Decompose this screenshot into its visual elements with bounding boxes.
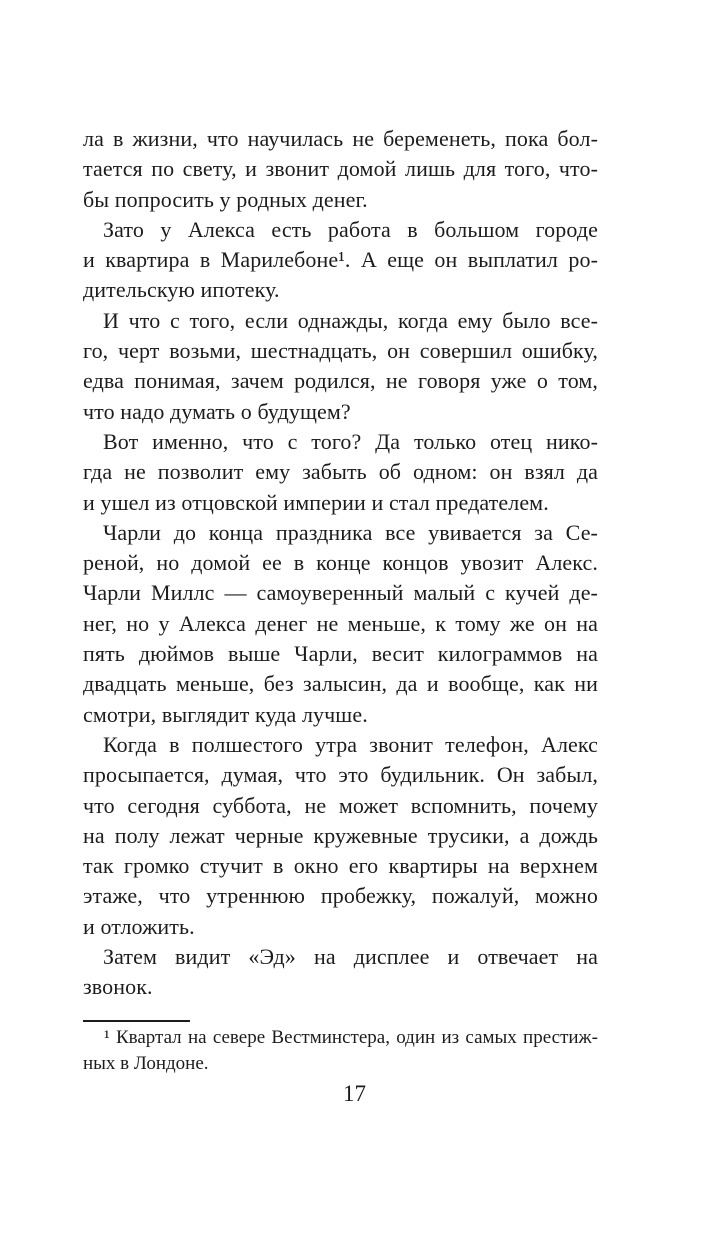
paragraph <box>83 427 598 518</box>
text-line: ла в жизни, что научилась не беременеть, пока бол- <box>83 126 598 151</box>
text-line: двадцать меньше, без залысин, да и вообще, как ни <box>83 671 598 697</box>
text-line: едва понимая, зачем родился, не говоря уже о том, <box>83 368 598 394</box>
footnote-line: ¹ Квартал на севере Вестминстера, один из самых престиж- <box>104 1027 598 1048</box>
text-line: звонок. <box>83 974 153 1000</box>
text-column <box>83 124 598 1003</box>
text-line: нег, но у Алекса денег не меньше, к тому же он на <box>83 610 598 636</box>
footnote-divider <box>83 1020 190 1022</box>
page-number: 17 <box>343 1081 366 1106</box>
text-line: пять дюймов выше Чарли, весит килограммов на <box>83 641 598 667</box>
text-line: бы попросить у родных денег. <box>83 186 368 212</box>
text-line: что сегодня суббота, не может вспомнить, почему <box>83 792 598 818</box>
text-line: гда не позволит ему забыть об одном: он взял да <box>83 459 598 485</box>
text-line: этаже, что утреннюю пробежку, пожалуй, можно <box>83 883 598 909</box>
text-line: что надо думать о будущем? <box>83 398 351 424</box>
paragraph <box>83 124 598 215</box>
text-line: Чарли до конца праздника все увивается за Се- <box>103 519 598 545</box>
text-line: И что с того, если однажды, когда ему было все- <box>103 307 598 333</box>
text-line: и отложить. <box>83 913 195 939</box>
text-line: Затем видит «Эд» на дисплее и отвечает на <box>103 944 598 970</box>
text-line: и ушел из отцовской империи и стал предателем. <box>83 489 549 515</box>
text-line: тается по свету, и звонит домой лишь для того, что- <box>83 156 598 182</box>
text-line: реной, но домой ее в конце концов увозит Алекс. <box>83 550 598 576</box>
text-line: Вот именно, что с того? Да только отец нико- <box>103 428 598 454</box>
paragraph <box>83 518 598 730</box>
text-line: смотри, выглядит куда лучше. <box>83 701 368 727</box>
text-line: го, черт возьми, шестнадцать, он совершил ошибку, <box>83 338 598 364</box>
paragraph <box>83 730 598 942</box>
text-line: на полу лежат черные кружевные трусики, а дождь <box>83 822 598 848</box>
paragraph <box>83 215 598 306</box>
paragraph <box>83 942 598 1003</box>
text-line: Зато у Алекса есть работа в большом городе <box>103 216 598 242</box>
text-line: Чарли Миллс — самоуверенный малый с кучей де- <box>83 580 598 606</box>
text-line: так громко стучит в окно его квартиры на верхнем <box>83 853 598 879</box>
footnote-line: ных в Лондоне. <box>83 1053 209 1074</box>
text-line: Когда в полшестого утра звонит телефон, Алекс <box>103 731 598 757</box>
text-line: дительскую ипотеку. <box>83 277 280 303</box>
text-line: просыпается, думая, что это будильник. Он забыл, <box>83 762 598 788</box>
paragraph <box>83 306 598 427</box>
text-line: и квартира в Марилебоне¹. А еще он выплатил ро- <box>83 247 598 273</box>
footnote <box>83 1025 598 1077</box>
